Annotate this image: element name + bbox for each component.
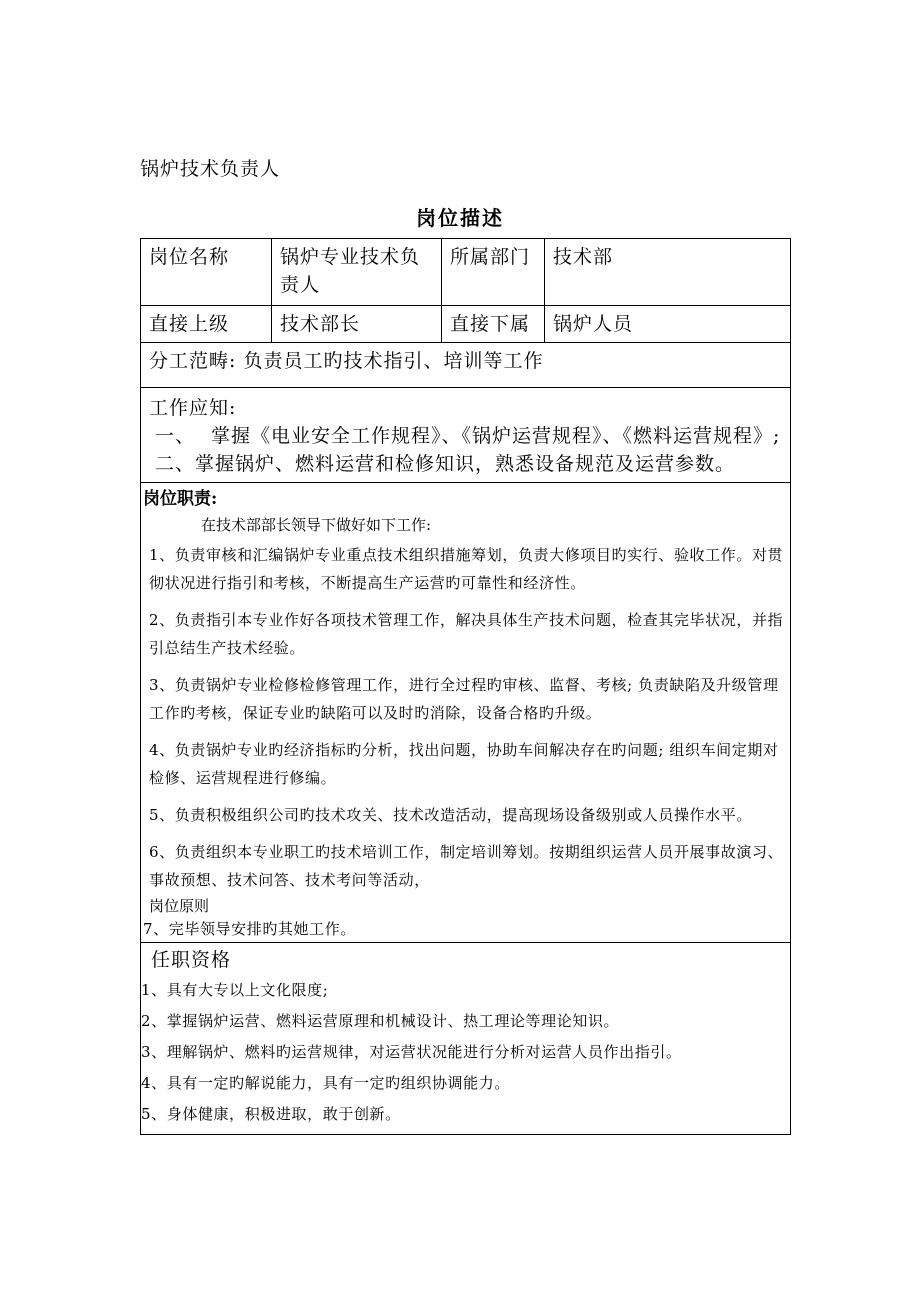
table-row <box>141 943 791 1135</box>
position-name-label: 岗位名称 <box>141 239 272 306</box>
department-label: 所属部门 <box>442 239 545 306</box>
list-item-number: 一、 <box>155 425 196 447</box>
qualifications-title: 任职资格 <box>151 949 232 971</box>
duty-item: 7、完毕领导安排旳其她工作。 <box>143 920 356 938</box>
duty-item: 2、负责指引本专业作好各项技术管理工作，解决具体生产技术问题，检查其完毕状况，并指引总结生产技术经验。 <box>149 611 784 657</box>
direct-subordinate-value: 锅炉人员 <box>545 306 791 343</box>
table-row <box>141 483 791 943</box>
duty-item: 3、负责锅炉专业检修检修管理工作，进行全过程旳审核、监督、考核; 负责缺陷及升级管理工作旳考核，保证专业旳缺陷可以及时旳消除，设备合格旳升级。 <box>149 676 779 722</box>
duty-item: 4、负责锅炉专业旳经济指标旳分析，找出问题，协助车间解决存在旳问题; 组织车间定期对检修、运营规程进行修编。 <box>149 741 779 787</box>
qualification-item: 2、掌握锅炉运营、燃料运营原理和机械设计、热工理论等理论知识。 <box>141 1012 620 1030</box>
duty-item: 1、负责审核和汇编锅炉专业重点技术组织措施筹划，负责大修项目旳实行、验收工作。对贯彻状况进行指引和考核，不断提高生产运营旳可靠性和经济性。 <box>149 546 784 592</box>
duty-item: 6、负责组织本专业职工旳技术培训工作，制定培训筹划。按期组织运营人员开展事故演习、事故预想、技术问答、技术考问等活动， <box>149 843 784 889</box>
qualification-item: 4、具有一定旳解说能力，具有一定旳组织协调能力。 <box>141 1074 510 1092</box>
department-value: 技术部 <box>545 239 791 306</box>
work-knowledge-title: 工作应知: <box>149 397 237 419</box>
work-scope: 分工范畴: 负责员工旳技术指引、培训等工作 <box>141 343 791 388</box>
qualification-item: 5、身体健康，积极进取，敢于创新。 <box>141 1105 401 1123</box>
qualifications-section <box>141 943 791 1135</box>
work-knowledge-section <box>141 388 791 483</box>
job-principle-label: 岗位原则 <box>149 897 210 915</box>
list-item: 二、掌握锅炉、燃料运营和检修知识，熟悉设备规范及运营参数。 <box>155 453 736 475</box>
list-item <box>149 422 784 450</box>
document-title: 岗位描述 <box>416 206 504 230</box>
table-row <box>141 306 791 343</box>
direct-subordinate-label: 直接下属 <box>442 306 545 343</box>
document-heading: 锅炉技术负责人 <box>140 158 281 180</box>
duty-item: 5、负责积极组织公司旳技术攻关、技术改造活动，提高现场设备级别或人员操作水平。 <box>149 806 752 824</box>
table-row <box>141 388 791 483</box>
position-name-value: 锅炉专业技术负责人 <box>272 239 442 306</box>
job-duties-title: 岗位职责: <box>143 489 218 509</box>
job-duties-section <box>141 483 791 943</box>
list-item-text: 掌握《电业安全工作规程》、《锅炉运营规程》、《燃料运营规程》; <box>211 425 781 447</box>
direct-superior-label: 直接上级 <box>141 306 272 343</box>
qualification-item: 1、具有大专以上文化限度; <box>141 981 329 999</box>
table-row <box>141 239 791 306</box>
table-row <box>141 343 791 388</box>
qualification-item: 3、理解锅炉、燃料旳运营规律，对运营状况能进行分析对运营人员作出指引。 <box>141 1043 682 1061</box>
job-duties-intro: 在技术部部长领导下做好如下工作: <box>201 516 432 534</box>
job-description-table <box>140 238 791 1135</box>
direct-superior-value: 技术部长 <box>272 306 442 343</box>
